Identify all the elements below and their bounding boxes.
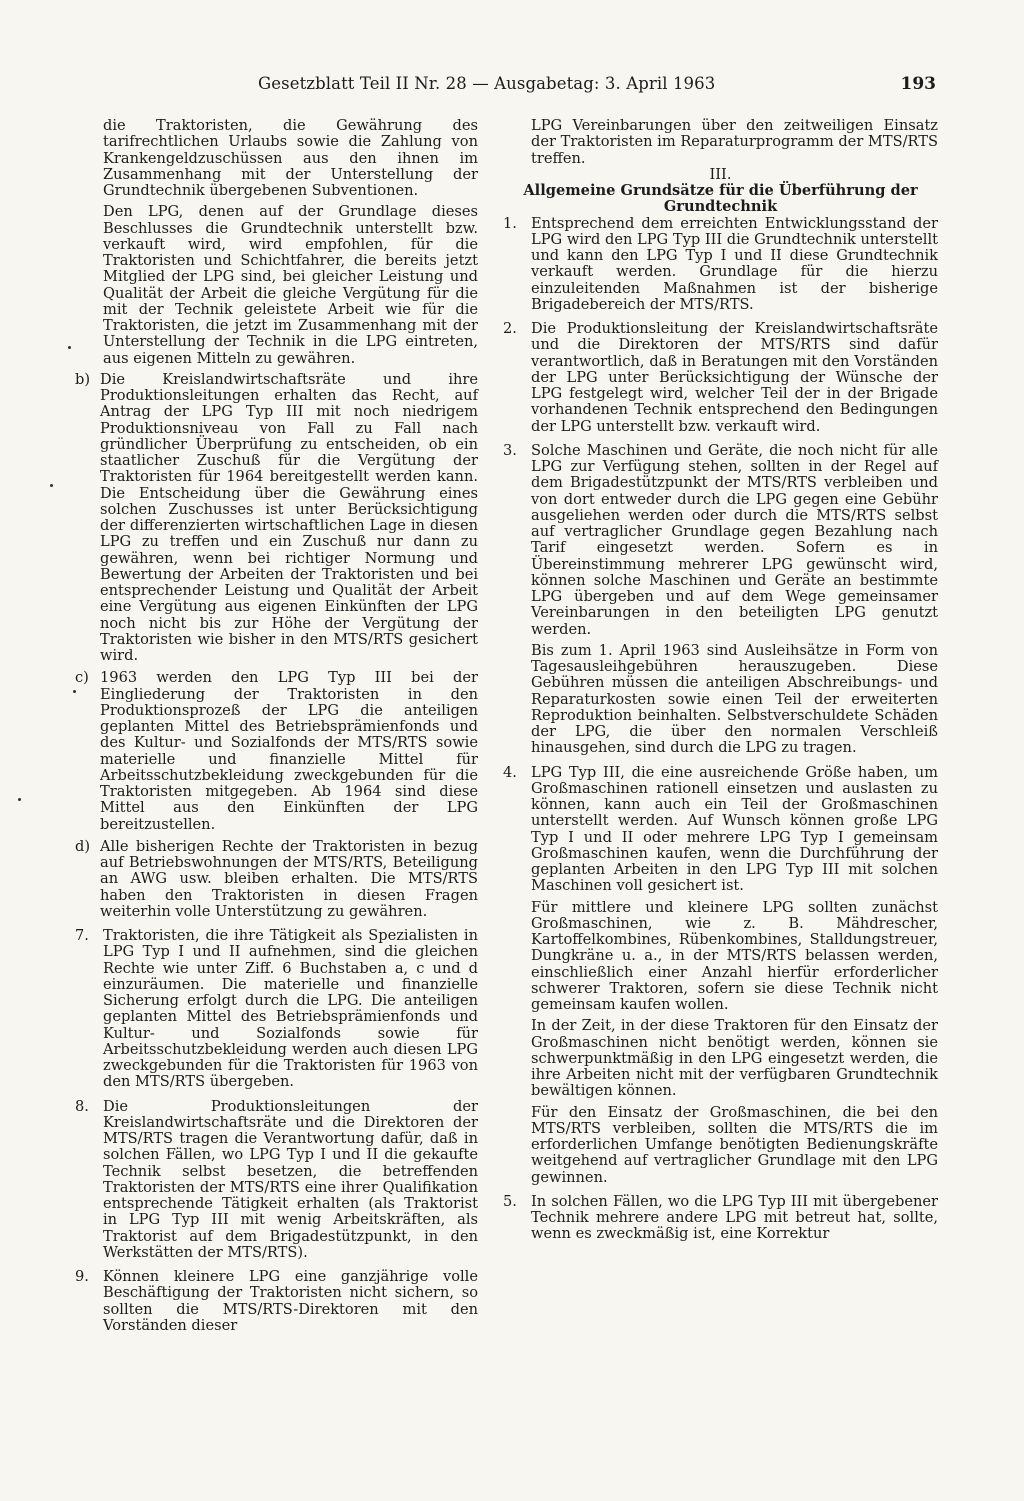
- list-text: 1963 werden den LPG Typ III bei der Eingliederung der Traktoristen in den Produktionsprozeß der LPG die anteiligen geplanten Mittel des Betriebsprämienfonds und des Kultur- und Sozialfonds der MTS/RTS sowie materielle und finanzielle Mittel für Arbeitsschutzbekleidung zweckgebunden für die Traktoristen mitgegeben. Ab 1964 sind diese Mittel aus den Einkünften der LPG bereitzustellen.: [100, 669, 478, 833]
- list-text: Die Produktionsleitung der Kreislandwirtschaftsräte und die Direktoren der MTS/RTS sind dafür verantwortlich, daß in Beratungen mit den Vorständen der LPG unter Berücksichtigung der Wünsche der LPG festgelegt wird, welcher Teil der in der Brigade vorhandenen Technik entsprechend den Bedingungen der LPG unterstellt bzw. verkauft wird.: [531, 320, 938, 435]
- list-item-b: [75, 372, 478, 665]
- continuation-block: [503, 118, 938, 167]
- list-label: d): [75, 837, 91, 855]
- list-text: In solchen Fällen, wo die LPG Typ III mit übergebener Technik mehrere andere LPG mit betreut hat, sollte, wenn es zweckmäßig ist, eine Korrektur: [531, 1192, 938, 1243]
- page-number: 193: [900, 74, 936, 94]
- list-continuation: In der Zeit, in der diese Traktoren für den Einsatz der Großmaschinen nicht benötigt werden, können sie schwerpunktmäßig in den LPG eingesetzt werden, die ihre Arbeiten nicht mit der verfügbaren Grundtechnik bewältigen können.: [531, 1017, 938, 1100]
- list-text: Alle bisherigen Rechte der Traktoristen in bezug auf Betriebswohnungen der MTS/RTS, Beteiligung an AWG usw. bleiben erhalten. Die MTS/RTS haben den Traktoristen in diesen Fragen weiterhin volle Unterstützung zu gewähren.: [100, 837, 478, 920]
- list-text: Können kleinere LPG eine ganzjährige volle Beschäftigung der Traktoristen nicht sichern, so sollten die MTS/RTS-Direktoren mit den Vorständen dieser: [103, 1268, 478, 1334]
- intro-block: [75, 118, 478, 367]
- list-continuation: Für mittlere und kleinere LPG sollten zunächst Großmaschinen, wie z. B. Mähdrescher, Kartoffelkombines, Rübenkombines, Stalldungstreuer, Dungkräne u. a., in der MTS/RTS belassen werden, einschließlich einer Anzahl hierfür erforderlicher schwerer Traktoren, sofern sie diese Technik nicht gemeinsam kaufen wollen.: [531, 898, 938, 1013]
- list-label: 8.: [75, 1097, 89, 1115]
- list-item-4: [503, 765, 938, 1186]
- list-label: 2.: [503, 320, 517, 337]
- right-column: [503, 118, 938, 1249]
- list-item-3: [503, 443, 938, 757]
- list-continuation: Bis zum 1. April 1963 sind Ausleihsätze in Form von Tagesausleihgebühren herauszugeben. Diese Gebühren müssen die anteiligen Abschreibungs- und Reparaturkosten sowie einen Teil der erweiterten Reproduktion beinhalten. Selbstverschuldete Schäden der LPG, die über den normalen Verschleiß hinausgehen, sind durch die LPG zu tragen.: [531, 641, 938, 757]
- list-label: 3.: [503, 441, 517, 459]
- paper-speck: [18, 798, 21, 801]
- list-item-8: [75, 1099, 478, 1262]
- intro-paragraph-2: Den LPG, denen auf der Grundlage dieses Beschlusses die Grundtechnik unterstellt bzw. verkauft wird, wird empfohlen, für die Traktoristen und Schichtfahrer, die bereits jetzt Mitglied der LPG sind, bei gleicher Leistung und Qualität der Arbeit die gleiche Vergütung für die mit der Technik geleistete Arbeit wie für die Traktoristen, die jetzt im Zusammenhang mit der Unterstellung der Technik in die LPG eintreten, aus eigenen Mitteln zu gewähren.: [103, 203, 478, 367]
- list-label: 9.: [75, 1268, 89, 1285]
- paper-speck: [68, 346, 71, 349]
- left-column: [75, 118, 478, 1340]
- header-title: Gesetzblatt Teil II Nr. 28 — Ausgabetag: 3. April 1963: [258, 74, 716, 93]
- list-text: Traktoristen, die ihre Tätigkeit als Spezialisten in LPG Typ I und II aufnehmen, sind die gleichen Rechte wie unter Ziff. 6 Buchstaben a, c und d einzuräumen. Die materielle und finanzielle Sicherung erfolgt durch die LPG. Die anteiligen geplanten Mittel des Betriebsprämienfonds und Kultur- und Sozialfonds sowie für Arbeitsschutzbekleidung werden auch diesen LPG zweckgebunden für die Traktoristen für 1963 von den MTS/RTS übergeben.: [103, 927, 478, 1091]
- list-text: LPG Typ III, die eine ausreichende Größe haben, um Großmaschinen rationell einsetzen und auslasten zu können, kann auch ein Teil der Großmaschinen unterstellt werden. Auf Wunsch können große LPG Typ I und II oder mehrere LPG Typ I gemeinsam Großmaschinen kaufen, wenn die Durchführung der geplanten Arbeiten in den LPG Typ III mit solchen Maschinen voll gesichert ist.: [531, 763, 938, 895]
- list-item-9: [75, 1269, 478, 1334]
- list-label: 1.: [503, 214, 517, 232]
- list-item-7: [75, 928, 478, 1091]
- list-item-5: [503, 1194, 938, 1243]
- list-item-1: [503, 216, 938, 314]
- list-text: Die Produktionsleitungen der Kreislandwirtschaftsräte und die Direktoren der MTS/RTS tragen die Verantwortung dafür, daß in solchen Fällen, wo LPG Typ I und II die gekaufte Technik selbst besetzen, die betreffenden Traktoristen der MTS/RTS eine ihrer Qualifikation entsprechende Tätigkeit erhalten (als Traktorist in LPG Typ III mit wenig Arbeitskräften, als Traktorist auf dem Brigadestützpunkt, in den Werkstätten der MTS/RTS).: [103, 1097, 478, 1261]
- list-label: 4.: [503, 763, 517, 781]
- list-item-c: [75, 670, 478, 833]
- list-label: 7.: [75, 927, 89, 944]
- paper-speck: [50, 484, 53, 487]
- page-header: [0, 74, 1024, 96]
- list-text: Die Kreislandwirtschaftsräte und ihre Produktionsleitungen erhalten das Recht, auf Antrag der LPG Typ III mit noch niedrigem Produktionsniveau von Fall zu Fall nach gründlicher Überprüfung zu entscheiden, ob ein staatlicher Zuschuß für die Vergütung der Traktoristen für 1964 bereitgestellt werden kann. Die Entscheidung über die Gewährung eines solchen Zuschusses ist unter Berücksichtigung der differenzierten wirtschaftlichen Lage in diesen LPG zu treffen und ein Zuschuß nur dann zu gewähren, wenn bei richtiger Normung und Bewertung der Arbeiten der Traktoristen und bei entsprechender Leistung und Qualität der Arbeit eine Vergütung aus eigenen Einkünften der LPG noch nicht bis zur Höhe der Vergütung der Traktoristen wie bisher in den MTS/RTS gesichert wird.: [100, 370, 478, 664]
- list-continuation: Für den Einsatz der Großmaschinen, die bei den MTS/RTS verbleiben, sollten die MTS/RTS die im erforderlichen Umfange benötigten Bedienungskräfte weitgehend auf vertraglicher Grundlage mit den LPG gewinnen.: [531, 1103, 938, 1186]
- list-label: b): [75, 370, 91, 388]
- list-label: c): [75, 669, 89, 687]
- list-text: Solche Maschinen und Geräte, die noch nicht für alle LPG zur Verfügung stehen, sollten in der Regel auf dem Brigadestützpunkt der MTS/RTS verbleiben und von dort entweder durch die LPG gegen eine Gebühr ausgeliehen werden oder durch die MTS/RTS selbst auf vertraglicher Grundlage gegen Bezahlung nach Tarif eingesetzt werden. Sofern es in Übereinstimmung mehrerer LPG gewünscht wird, können solche Maschinen und Geräte an bestimmte LPG übergeben und auf dem Wege gemeinsamer Vereinbarungen in den beteiligten LPG genutzt werden.: [531, 441, 938, 638]
- intro-paragraph-1: die Traktoristen, die Gewährung des tarifrechtlichen Urlaubs sowie die Zahlung von Krankengeldzuschüssen aus den ihnen im Zusammenhang mit der Unterstellung der Grundtechnik übergebenen Subventionen.: [103, 117, 478, 199]
- list-text: Entsprechend dem erreichten Entwicklungsstand der LPG wird den LPG Typ III die Grundtechnik unterstellt und kann den LPG Typ I und II diese Grundtechnik verkauft werden. Grundlage für die hierzu einzuleitenden Maßnahmen ist der bisherige Brigadebereich der MTS/RTS.: [531, 214, 938, 313]
- list-item-2: [503, 321, 938, 435]
- section-title: Allgemeine Grundsätze für die Überführung der Grundtechnik: [523, 182, 918, 216]
- list-label: 5.: [503, 1192, 517, 1210]
- list-item-d: [75, 839, 478, 920]
- paper-speck: [73, 690, 76, 693]
- continuation-paragraph: LPG Vereinbarungen über den zeitweiligen Einsatz der Traktoristen im Reparaturprogramm der MTS/RTS treffen.: [531, 117, 938, 167]
- section-numeral: III.: [709, 165, 732, 183]
